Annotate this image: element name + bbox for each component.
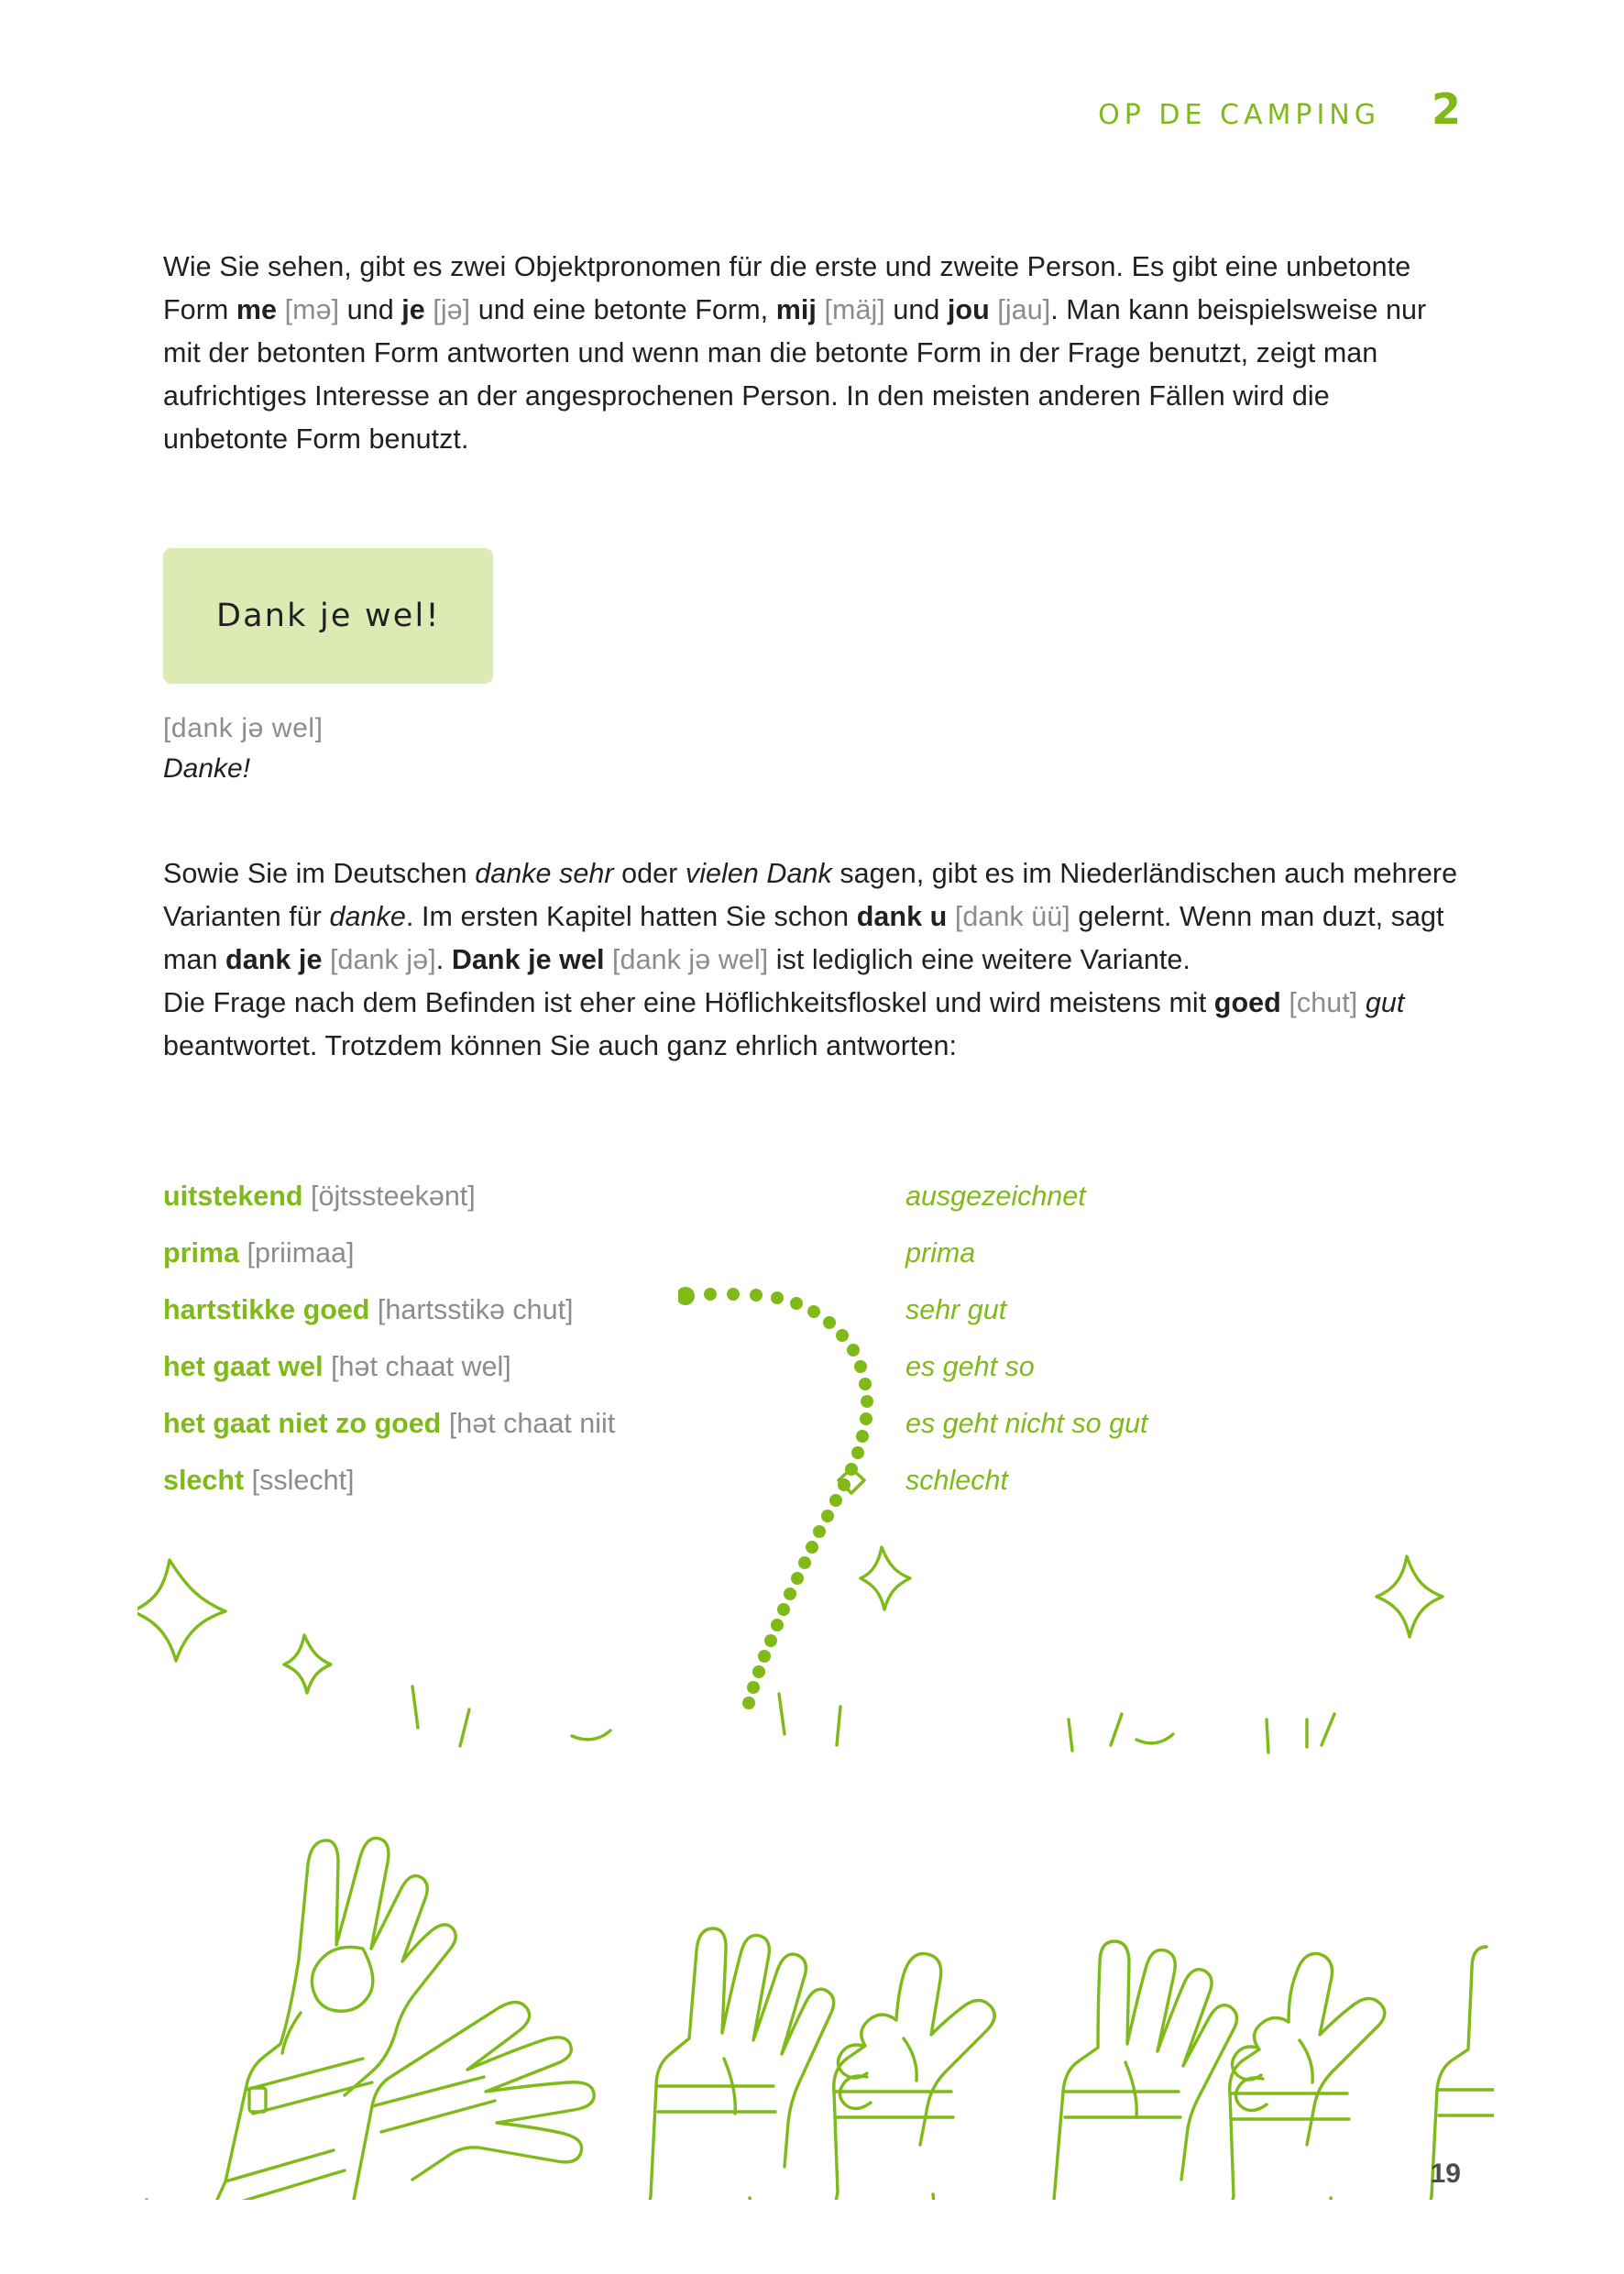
space: [277, 294, 285, 325]
paragraph-pronouns: [163, 246, 1460, 461]
term-dank-je: dank je: [225, 944, 323, 975]
space: [441, 1408, 448, 1439]
vocabulary-translation: es geht so: [905, 1351, 1035, 1382]
hand-ok-sign: [147, 1838, 455, 2200]
vocabulary-list: [163, 1181, 1465, 1521]
vocabulary-row: [163, 1181, 1465, 1237]
vocabulary-term: prima: [163, 1237, 240, 1269]
cheering-hands-illustration: [137, 1540, 1494, 2200]
vocabulary-term-cell: [163, 1408, 905, 1440]
space: [369, 1294, 377, 1325]
space: [239, 1237, 247, 1269]
paragraph-danke-variants: [163, 852, 1465, 982]
text-segment: und: [884, 294, 948, 325]
paragraph-befinden: [163, 982, 1465, 1068]
pron-dank-je-wel: [dank jə wel]: [612, 944, 769, 975]
text-segment: Wie Sie sehen, gibt es zwei Objektpronomen für die erste und zweite Person. Es gibt eine unbetonte Form: [163, 251, 1411, 325]
highlight-phrase-translation: Danke!: [163, 753, 251, 784]
text-segment: und: [339, 294, 402, 325]
hand-open-reaching: [299, 2002, 594, 2200]
running-header: [1098, 84, 1461, 134]
hand-open-palm: [627, 1928, 834, 2200]
pron-mij: [mäj]: [824, 294, 885, 325]
text-segment: sagen, gibt es im Niederländischen auch mehrere Varianten für: [163, 858, 1458, 932]
page-number: 19: [1430, 2159, 1461, 2189]
vocabulary-row: [163, 1408, 1465, 1465]
text-segment: und eine betonte Form,: [470, 294, 776, 325]
term-goed: goed: [1213, 987, 1281, 1018]
vocabulary-row: [163, 1294, 1465, 1351]
pron-goed: [chut]: [1289, 987, 1358, 1018]
vocabulary-term-cell: [163, 1351, 905, 1383]
hand-open-palm: [1030, 1941, 1237, 2200]
vocabulary-row: [163, 1237, 1465, 1294]
pron-je: [jə]: [433, 294, 471, 325]
vocabulary-term-cell: [163, 1465, 905, 1497]
vocabulary-row: [163, 1351, 1465, 1408]
text-segment: .: [435, 944, 452, 975]
vocabulary-term: het gaat niet zo goed: [163, 1408, 442, 1439]
motion-ticks: [412, 1686, 1334, 1752]
vocabulary-term: het gaat wel: [163, 1351, 324, 1382]
term-dank-u: dank u: [856, 901, 948, 932]
space: [322, 944, 330, 975]
highlight-phrase-box: [163, 548, 493, 684]
hand-thumbs-up: [1208, 1953, 1385, 2200]
vocabulary-row: [163, 1465, 1465, 1521]
text-segment: . Im ersten Kapitel hatten Sie schon: [405, 901, 857, 932]
term-me: me: [236, 294, 278, 325]
term-mij: mij: [775, 294, 817, 325]
text-segment: beantwortet. Trotzdem können Sie auch ganz ehrlich antworten:: [163, 1030, 958, 1061]
explanation-block: [163, 852, 1465, 1068]
vocabulary-pronunciation: [sslecht]: [251, 1465, 355, 1496]
sparkle-icon: [284, 1635, 331, 1693]
space: [303, 1181, 311, 1212]
vocabulary-translation: prima: [905, 1237, 976, 1269]
vocabulary-pronunciation: [hət chaat niit: [448, 1408, 616, 1439]
vocabulary-pronunciation: [öjtssteekənt]: [311, 1181, 476, 1212]
italic-danke: danke: [329, 901, 406, 932]
text-segment: gelernt. Wenn man duzt, sagt man: [163, 901, 1444, 975]
vocabulary-term: slecht: [163, 1465, 245, 1496]
vocabulary-pronunciation: [priimaa]: [247, 1237, 355, 1269]
vocabulary-translation: schlecht: [905, 1465, 1008, 1496]
highlight-phrase-text: Dank je wel!: [216, 598, 441, 634]
hand-thumbs-up: [812, 1953, 994, 2200]
chapter-number: 2: [1431, 84, 1461, 134]
sparkle-icon: [1377, 1556, 1443, 1637]
vocabulary-term-cell: [163, 1181, 905, 1213]
term-je: je: [401, 294, 425, 325]
italic-danke-sehr: danke sehr: [475, 858, 614, 889]
pron-me: [mə]: [284, 294, 340, 325]
text-segment: [1357, 987, 1366, 1018]
text-segment: Sowie Sie im Deutschen: [163, 858, 476, 889]
text-segment: oder: [613, 858, 686, 889]
sparkle-icon: [861, 1547, 910, 1609]
vocabulary-pronunciation: [hartsstikə chut]: [377, 1294, 574, 1325]
italic-gut: gut: [1365, 987, 1405, 1018]
vocabulary-term-cell: [163, 1237, 905, 1269]
space: [605, 944, 613, 975]
highlight-phrase-pronunciation: [dank jə wel]: [163, 713, 324, 743]
vocabulary-term-cell: [163, 1294, 905, 1326]
text-segment: ist lediglich eine weitere Variante.: [768, 944, 1191, 975]
term-jou: jou: [947, 294, 990, 325]
pron-dank-je: [dank jə]: [330, 944, 436, 975]
vocabulary-translation: sehr gut: [905, 1294, 1007, 1325]
text-segment: . Man kann beispielsweise nur mit der betonten Form antworten und wenn man die betonte Form in der Frage benutzt, zeigt man aufrichtiges Interesse an der angesprochenen Person. In den meisten anderen Fällen wird die unbetonte Form benutzt.: [163, 294, 1427, 455]
sparkle-icon: [137, 1560, 225, 1661]
vocabulary-term: uitstekend: [163, 1181, 303, 1212]
intro-paragraph-block: [163, 246, 1460, 461]
space: [244, 1465, 251, 1496]
space: [947, 901, 955, 932]
vocabulary-translation: ausgezeichnet: [905, 1181, 1086, 1212]
text-segment: Die Frage nach dem Befinden ist eher eine Höflichkeitsfloskel und wird meistens mit: [163, 987, 1214, 1018]
pron-dank-u: [dank üü]: [954, 901, 1070, 932]
chapter-title: OP DE CAMPING: [1098, 99, 1380, 131]
term-dank-je-wel: Dank je wel: [451, 944, 605, 975]
vocabulary-term: hartstikke goed: [163, 1294, 370, 1325]
space: [324, 1351, 331, 1382]
italic-vielen-dank: vielen Dank: [685, 858, 832, 889]
pron-jou: [jau]: [997, 294, 1051, 325]
vocabulary-translation: es geht nicht so gut: [905, 1408, 1148, 1439]
vocabulary-pronunciation: [hət chaat wel]: [331, 1351, 511, 1382]
